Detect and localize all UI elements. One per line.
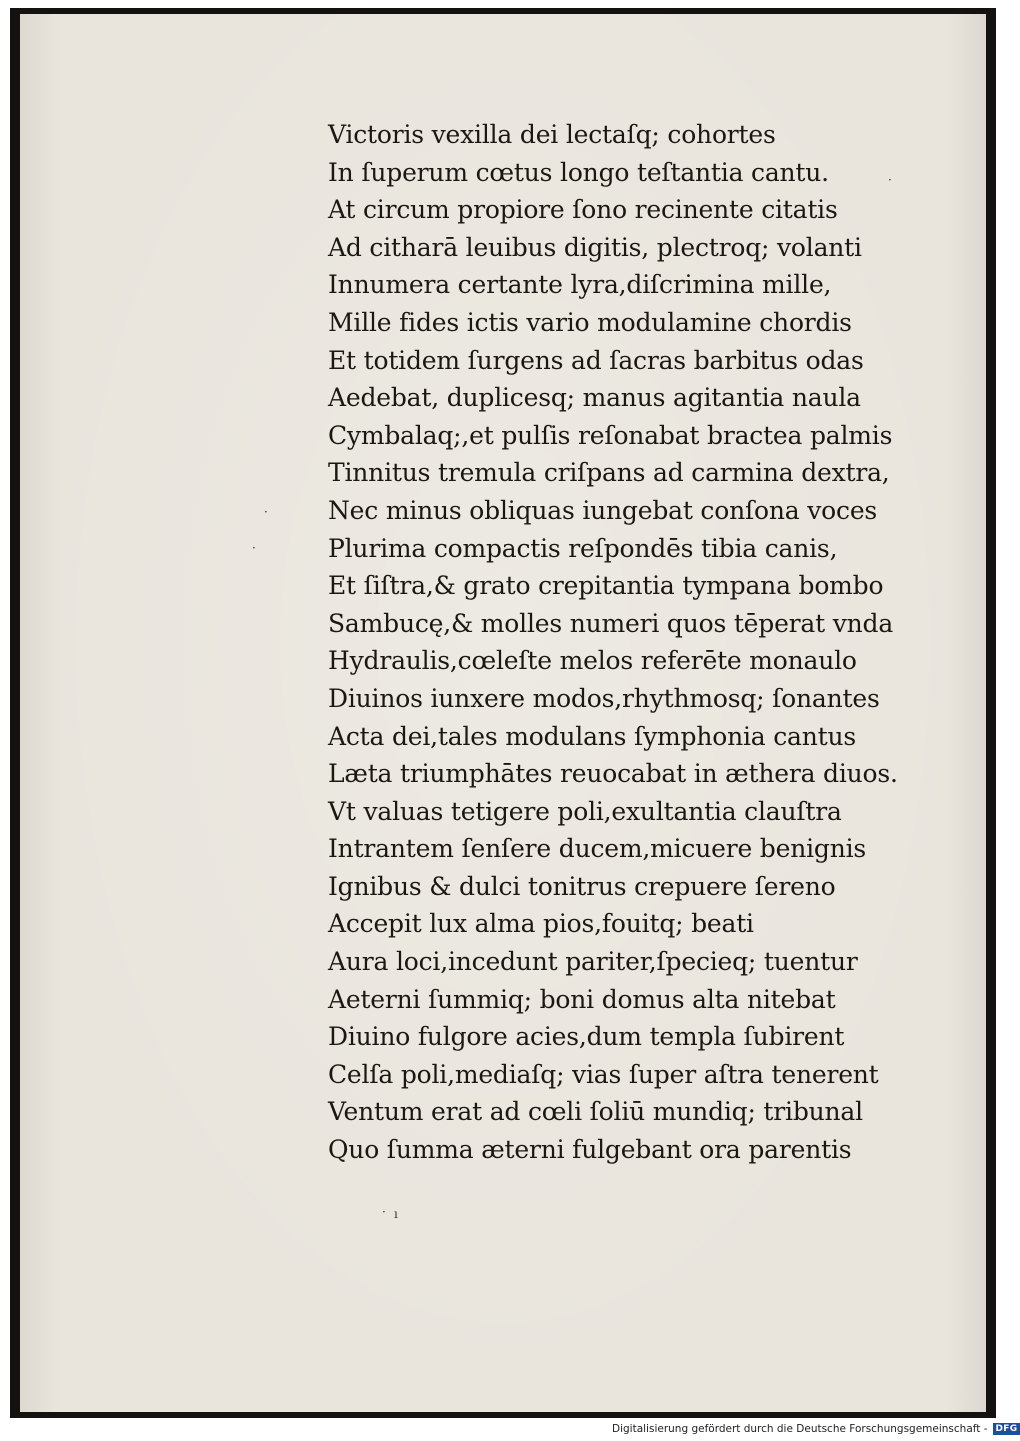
verse-line: Acta dei,tales modulans ſymphonia cantus — [328, 721, 857, 751]
dfg-logo: DFG — [993, 1423, 1020, 1435]
book-page — [20, 14, 986, 1412]
funding-credit-text: Digitalisierung gefördert durch die Deutsche Forschungsgemeinschaft - — [612, 1423, 988, 1435]
verse-line: At circum propiore ſono recinente citatis — [328, 195, 838, 225]
verse-line: Sambucę,& molles numeri quos tēperat vnda — [328, 608, 894, 638]
paper-speck: · — [252, 541, 256, 555]
paper-speck: · — [888, 173, 892, 187]
verse-line: Innumera certante lyra,diſcrimina mille, — [328, 270, 832, 300]
verse-line: Ad citharā leuibus digitis, plectroq; volanti — [328, 232, 862, 262]
verse-line: Celſa poli,mediaſq; vias ſuper aſtra tenerent — [328, 1059, 879, 1089]
verse-line: Ventum erat ad cœli ſoliū mundiq; tribunal — [328, 1097, 863, 1127]
verse-line: Hydraulis,cœleſte melos referēte monaulo — [328, 646, 857, 676]
verse-line: Quo ſumma æterni fulgebant ora parentis — [328, 1135, 852, 1165]
verse-line: Victoris vexilla dei lectaſq; cohortes — [328, 120, 776, 149]
digitization-credit — [612, 1422, 1020, 1436]
paper-speck: ı — [394, 1207, 398, 1221]
paper-speck: · — [382, 1205, 386, 1219]
paper-speck: · — [264, 505, 268, 519]
verse-block — [328, 116, 928, 1169]
verse-line: Aedebat, duplicesq; manus agitantia naula — [328, 383, 861, 413]
verse-line: Et ſiſtra,& grato crepitantia tympana bombo — [328, 571, 884, 601]
verse-line: Mille fides ictis vario modulamine chordis — [328, 307, 852, 337]
verse-line: In ſuperum cœtus longo teſtantia cantu. — [328, 157, 829, 187]
verse-line: Tinnitus tremula criſpans ad carmina dextra, — [328, 458, 890, 488]
verse-line: Læta triumphātes reuocabat in æthera diuos. — [328, 759, 898, 789]
verse-line: Nec minus obliquas iungebat conſona voces — [328, 495, 878, 525]
verse-line: Aeterni ſummiq; boni domus alta nitebat — [328, 984, 836, 1014]
verse-line: Cymbalaq;,et pulſis reſonabat bractea palmis — [328, 420, 893, 450]
verse-line: Vt valuas tetigere poli,exultantia clauſtra — [328, 796, 842, 826]
verse-line: Diuinos iunxere modos,rhythmosq; ſonantes — [328, 683, 880, 713]
verse-line: Intrantem ſenſere ducem,micuere benignis — [328, 834, 867, 864]
verse-line: Ignibus & dulci tonitrus crepuere ſereno — [328, 871, 836, 901]
verse-line: Aura loci,incedunt pariter,ſpecieq; tuentur — [328, 947, 858, 977]
verse-line: Et totidem ſurgens ad ſacras barbitus odas — [328, 345, 864, 375]
verse-line: Diuino fulgore acies,dum templa ſubirent — [328, 1022, 845, 1052]
verse-line: Plurima compactis reſpondēs tibia canis, — [328, 533, 838, 563]
verse-line: Accepit lux alma pios,fouitq; beati — [328, 909, 754, 939]
